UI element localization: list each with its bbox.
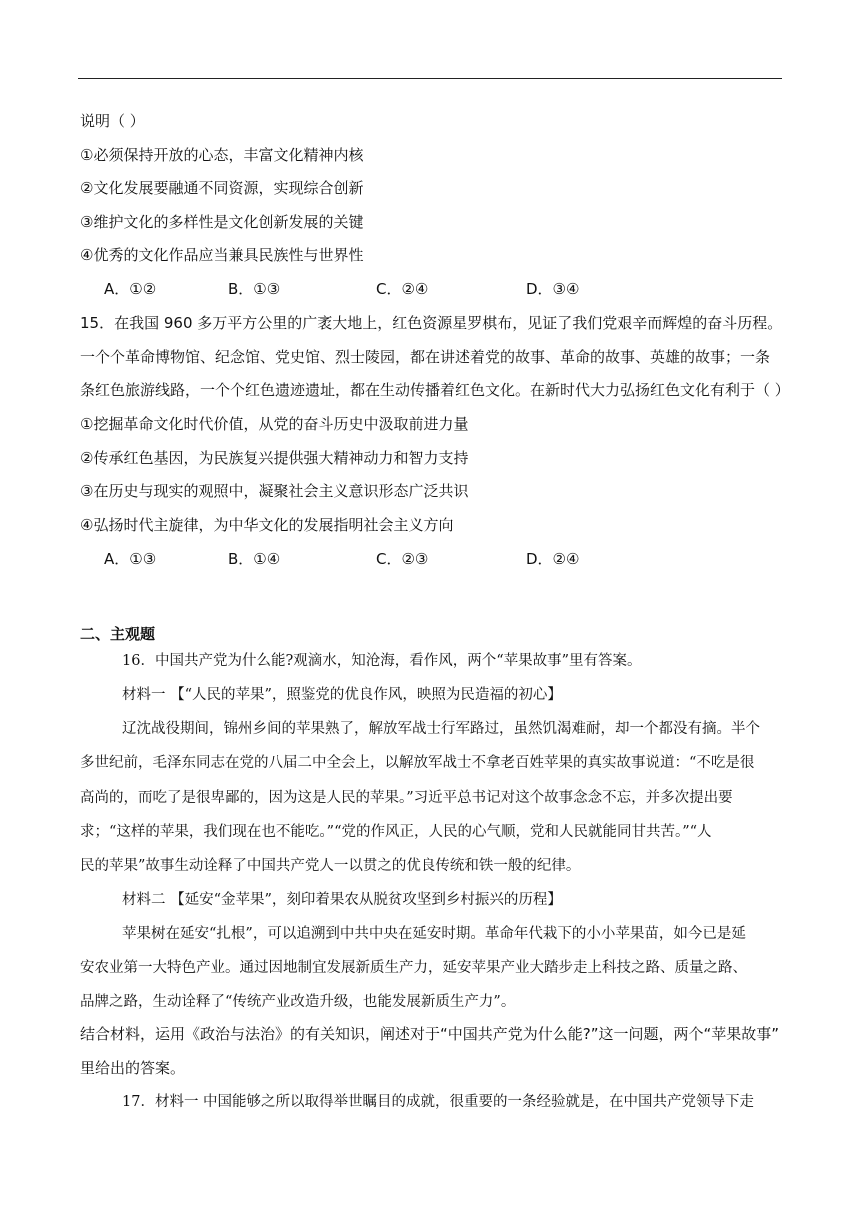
material1-line-1: 辽沈战役期间，锦州乡间的苹果熟了，解放军战士行军路过，虽然饥渴难耐，却一个都没有摘。半个 <box>122 721 760 737</box>
q15-stem-line-2: 一个个革命博物馆、纪念馆、党史馆、烈士陵园，都在讲述着党的故事、革命的故事、英雄的故事；一条 <box>80 348 771 366</box>
q17-first-line: 17．材料一 中国能够之所以取得举世瞩目的成就，很重要的一条经验就是，在中国共产党领导下走 <box>122 1094 755 1110</box>
material1-line-4: 求；“这样的苹果，我们现在也不能吃。”“党的作风正，人民的心气顺，党和人民就能同甘共苦。”“人 <box>80 824 712 840</box>
q14-statement-3: ③维护文化的多样性是文化创新发展的关键 <box>80 213 364 231</box>
q16-question-line-1: 结合材料，运用《政治与法治》的有关知识，阐述对于“中国共产党为什么能?”这一问题，两个“苹果故事” <box>80 1025 780 1043</box>
q15-stem-line-3: 条红色旅游线路，一个个红色遗迹遗址，都在生动传播着红色文化。在新时代大力弘扬红色文化有利于（ ） <box>80 381 790 399</box>
q14-statement-4: ④优秀的文化作品应当兼具民族性与世界性 <box>80 246 364 264</box>
q15-option-c[interactable]: C．②③ <box>376 550 429 568</box>
q14-option-b[interactable]: B．①③ <box>228 280 281 298</box>
q15-statement-4: ④弘扬时代主旋律，为中华文化的发展指明社会主义方向 <box>80 516 454 534</box>
q14-prompt-tail: 说明（ ） <box>80 112 145 130</box>
section-heading: 二、主观题 <box>80 625 156 643</box>
q14-option-a[interactable]: A．①② <box>104 280 157 298</box>
q14-statement-2: ②文化发展要融通不同资源，实现综合创新 <box>80 179 364 197</box>
q15-statement-1: ①挖掘革命文化时代价值，从党的奋斗历史中汲取前进力量 <box>80 415 469 433</box>
material2-line-3: 品牌之路，生动诠释了“传统产业改造升级，也能发展新质生产力”。 <box>80 994 516 1010</box>
q15-stem-line-1: 15．在我国 960 多万平方公里的广袤大地上，红色资源星罗棋布，见证了我们党艰辛而辉煌的奋斗历程。 <box>80 314 783 332</box>
q14-option-d[interactable]: D．③④ <box>526 280 580 298</box>
q15-option-a[interactable]: A．①③ <box>104 550 157 568</box>
material1-line-5: 民的苹果”故事生动诠释了中国共产党人一以贯之的优良传统和铁一般的纪律。 <box>80 858 581 874</box>
material1-title: 材料一 【“人民的苹果”，照鉴党的优良作风，映照为民造福的初心】 <box>122 687 562 703</box>
material2-line-1: 苹果树在延安“扎根”，可以追溯到中共中央在延安时期。革命年代栽下的小小苹果苗，如今已是延 <box>122 926 746 942</box>
q15-option-d[interactable]: D．②④ <box>526 550 580 568</box>
material2-title: 材料二 【延安“金苹果”，刻印着果农从脱贫攻坚到乡村振兴的历程】 <box>122 892 562 908</box>
header-rule <box>78 78 782 79</box>
material2-line-2: 安农业第一大特色产业。通过因地制宜发展新质生产力，延安苹果产业大踏步走上科技之路、质量之路、 <box>80 960 747 976</box>
q14-option-c[interactable]: C．②④ <box>376 280 429 298</box>
q15-statement-2: ②传承红色基因，为民族复兴提供强大精神动力和智力支持 <box>80 449 469 467</box>
q14-statement-1: ①必须保持开放的心态，丰富文化精神内核 <box>80 146 364 164</box>
q15-option-b[interactable]: B．①④ <box>228 550 281 568</box>
material1-line-3: 高尚的，而吃了是很卑鄙的，因为这是人民的苹果。”习近平总书记对这个故事念念不忘，并多次提出要 <box>80 790 733 806</box>
q16-question-line-2: 里给出的答案。 <box>80 1059 186 1077</box>
q16-intro: 16．中国共产党为什么能?观滴水，知沧海，看作风，两个“苹果故事”里有答案。 <box>122 653 642 669</box>
material1-line-2: 多世纪前，毛泽东同志在党的八届二中全会上，以解放军战士不拿老百姓苹果的真实故事说道：“不吃是很 <box>80 755 755 771</box>
q15-statement-3: ③在历史与现实的观照中，凝聚社会主义意识形态广泛共识 <box>80 482 469 500</box>
